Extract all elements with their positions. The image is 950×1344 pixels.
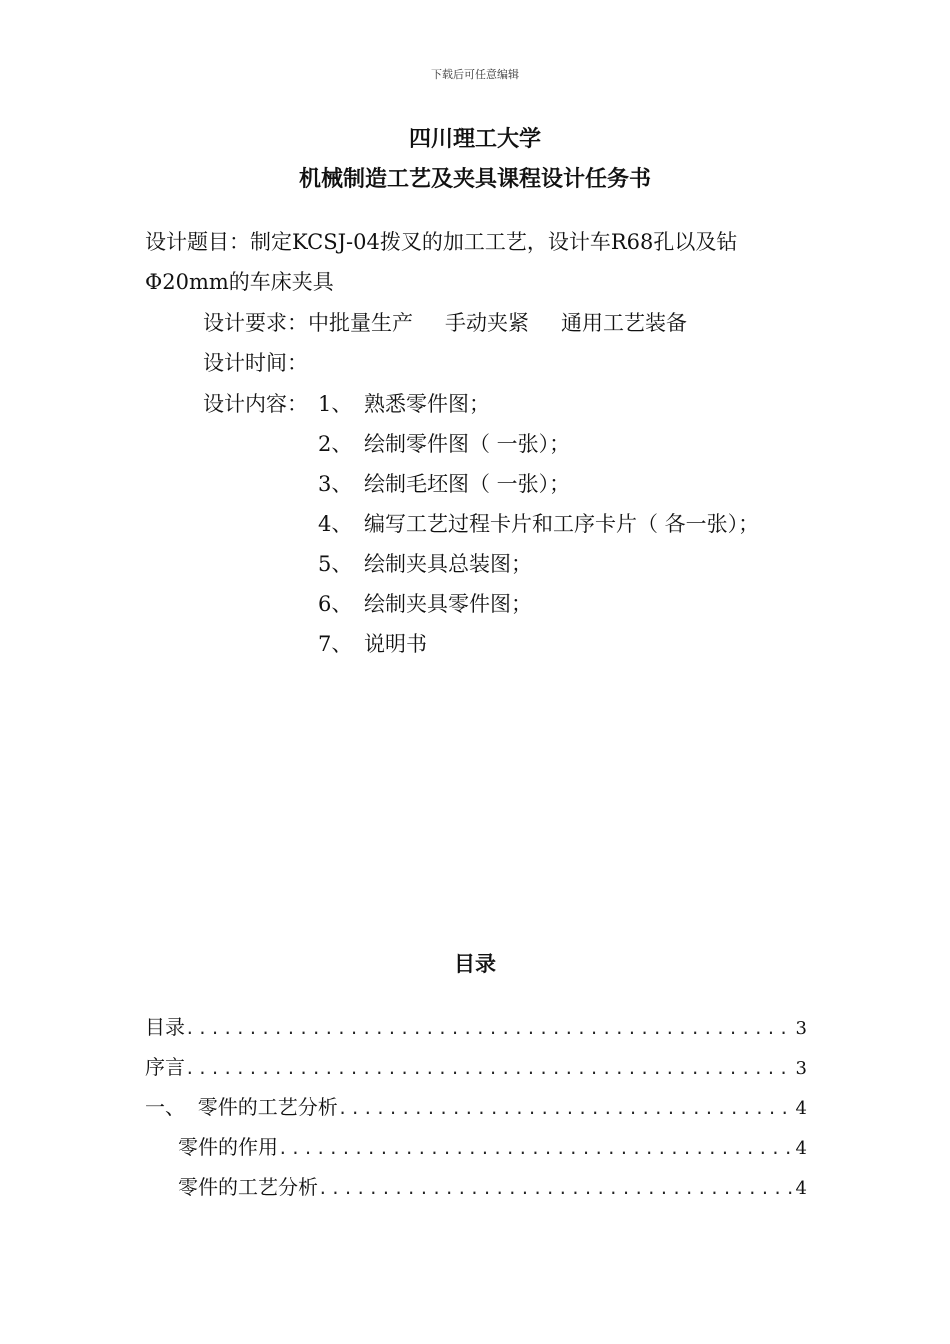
design-topic-text-1: 制定 xyxy=(250,230,292,254)
design-requirements xyxy=(203,309,687,337)
document-title: 机械制造工艺及夹具课程设计任务书 xyxy=(298,167,651,192)
toc-entry[interactable] xyxy=(145,1093,807,1123)
contents-label: 设计内容： xyxy=(203,392,308,416)
content-item xyxy=(318,550,532,578)
design-topic-line-1 xyxy=(145,228,737,256)
toc-entry-label: 目录 xyxy=(145,1015,185,1039)
design-topic-text-3: 孔以及钻 xyxy=(653,230,738,254)
content-item-num: 1、 xyxy=(318,392,353,416)
content-item-text: 绘制毛坯图（ 一张）； xyxy=(364,472,571,496)
content-item-text: 编写工艺过程卡片和工序卡片（ 各一张）； xyxy=(364,512,760,536)
content-item xyxy=(318,630,427,658)
content-item-num: 6、 xyxy=(318,592,353,616)
toc-leader-dots xyxy=(185,1055,792,1083)
content-item-text: 绘制夹具总装图； xyxy=(364,552,532,576)
content-item-text: 熟悉零件图； xyxy=(364,392,490,416)
design-topic-phi: Φ20mm xyxy=(145,270,229,294)
toc-entry[interactable] xyxy=(145,1053,807,1083)
content-item xyxy=(318,590,532,618)
requirement-item: 通用工艺装备 xyxy=(561,311,687,335)
toc-entry-label: 零件的作用 xyxy=(178,1135,278,1159)
design-time xyxy=(203,349,308,377)
content-item-num: 4、 xyxy=(318,512,353,536)
toc-entry[interactable] xyxy=(178,1133,807,1163)
content-item-num: 3、 xyxy=(318,472,353,496)
toc-entry[interactable] xyxy=(178,1173,807,1203)
content-item-num: 2、 xyxy=(318,432,353,456)
content-item-text: 绘制零件图（ 一张）； xyxy=(364,432,571,456)
toc-entry-label: 一、 零件的工艺分析 xyxy=(145,1095,338,1119)
content-item-num: 5、 xyxy=(318,552,353,576)
toc-title: 目录 xyxy=(454,952,496,976)
content-item-text: 绘制夹具零件图； xyxy=(364,592,532,616)
content-item xyxy=(318,430,570,458)
toc-entry-page: 4 xyxy=(795,1178,807,1199)
toc-entry-page: 3 xyxy=(795,1058,807,1079)
design-topic-code: KCSJ-04 xyxy=(292,230,380,254)
design-topic-label: 设计题目： xyxy=(145,230,250,254)
toc-entry[interactable] xyxy=(145,1013,807,1043)
requirement-item: 手动夹紧 xyxy=(445,311,529,335)
toc-entry-label: 零件的工艺分析 xyxy=(178,1175,318,1199)
toc-leader-dots xyxy=(318,1175,792,1203)
design-topic-text-2: 拨叉的加工工艺，设计车 xyxy=(379,230,611,254)
toc-entry-page: 3 xyxy=(795,1018,807,1039)
header-note: 下载后可任意编辑 xyxy=(431,68,519,81)
toc-entry-label: 序言 xyxy=(145,1055,185,1079)
requirements-label: 设计要求： xyxy=(203,311,308,335)
design-topic-r68: R68 xyxy=(610,230,654,254)
requirement-item: 中批量生产 xyxy=(308,311,413,335)
university-title: 四川理工大学 xyxy=(408,127,541,152)
content-item-num: 7、 xyxy=(318,632,353,656)
content-item xyxy=(318,510,759,538)
toc-leader-dots xyxy=(278,1135,792,1163)
time-label: 设计时间： xyxy=(203,351,308,375)
content-item xyxy=(318,470,570,498)
toc-entry-page: 4 xyxy=(795,1098,807,1119)
content-item xyxy=(318,390,490,418)
toc-leader-dots xyxy=(338,1095,792,1123)
toc-entry-page: 4 xyxy=(795,1138,807,1159)
toc-leader-dots xyxy=(185,1015,792,1043)
content-item-text: 说明书 xyxy=(364,632,427,656)
design-topic-line-2 xyxy=(145,268,334,296)
design-topic-text-4: 的车床夹具 xyxy=(228,270,334,294)
